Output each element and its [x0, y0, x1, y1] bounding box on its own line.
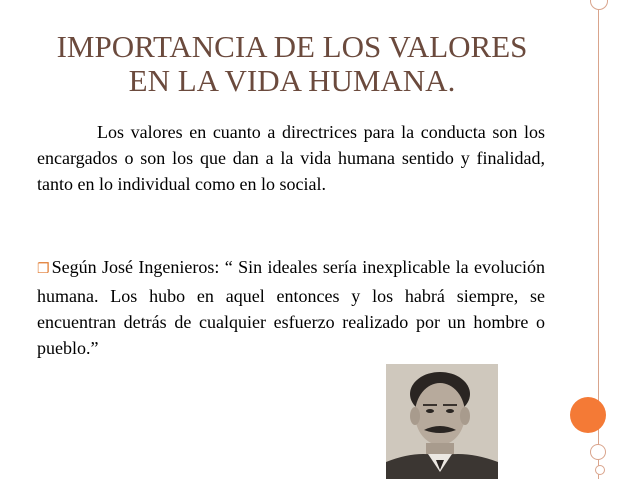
- decorative-circle-orange: [570, 397, 606, 433]
- bullet-paragraph-text: Según José Ingenieros: “ Sin ideales sería inexplicable la evolución humana. Los hubo en aquel entonces y los habrá siempre, se encuentran detrás de cualquier esfuerzo realizado por un hombre o pueblo.”: [37, 257, 545, 358]
- decorative-circle-tiny: [595, 465, 605, 475]
- bullet-paragraph: [37, 254, 545, 361]
- paragraph-intro: Los valores en cuanto a directrices para la conducta son los encargados o son los que dan a la vida humana sentido y finalidad, tanto en lo individual como en lo social.: [37, 122, 545, 194]
- portrait-illustration: [386, 364, 498, 479]
- decorative-circle-top: [590, 0, 608, 10]
- slide-title: [36, 30, 548, 98]
- decorative-circle-small: [590, 444, 606, 460]
- portrait-photo: [386, 364, 498, 479]
- title-line-1: IMPORTANCIA DE LOS VALORES: [56, 29, 528, 64]
- title-line-2: EN LA VIDA HUMANA.: [128, 63, 456, 98]
- bullet-arrow-icon: ❐: [37, 262, 50, 277]
